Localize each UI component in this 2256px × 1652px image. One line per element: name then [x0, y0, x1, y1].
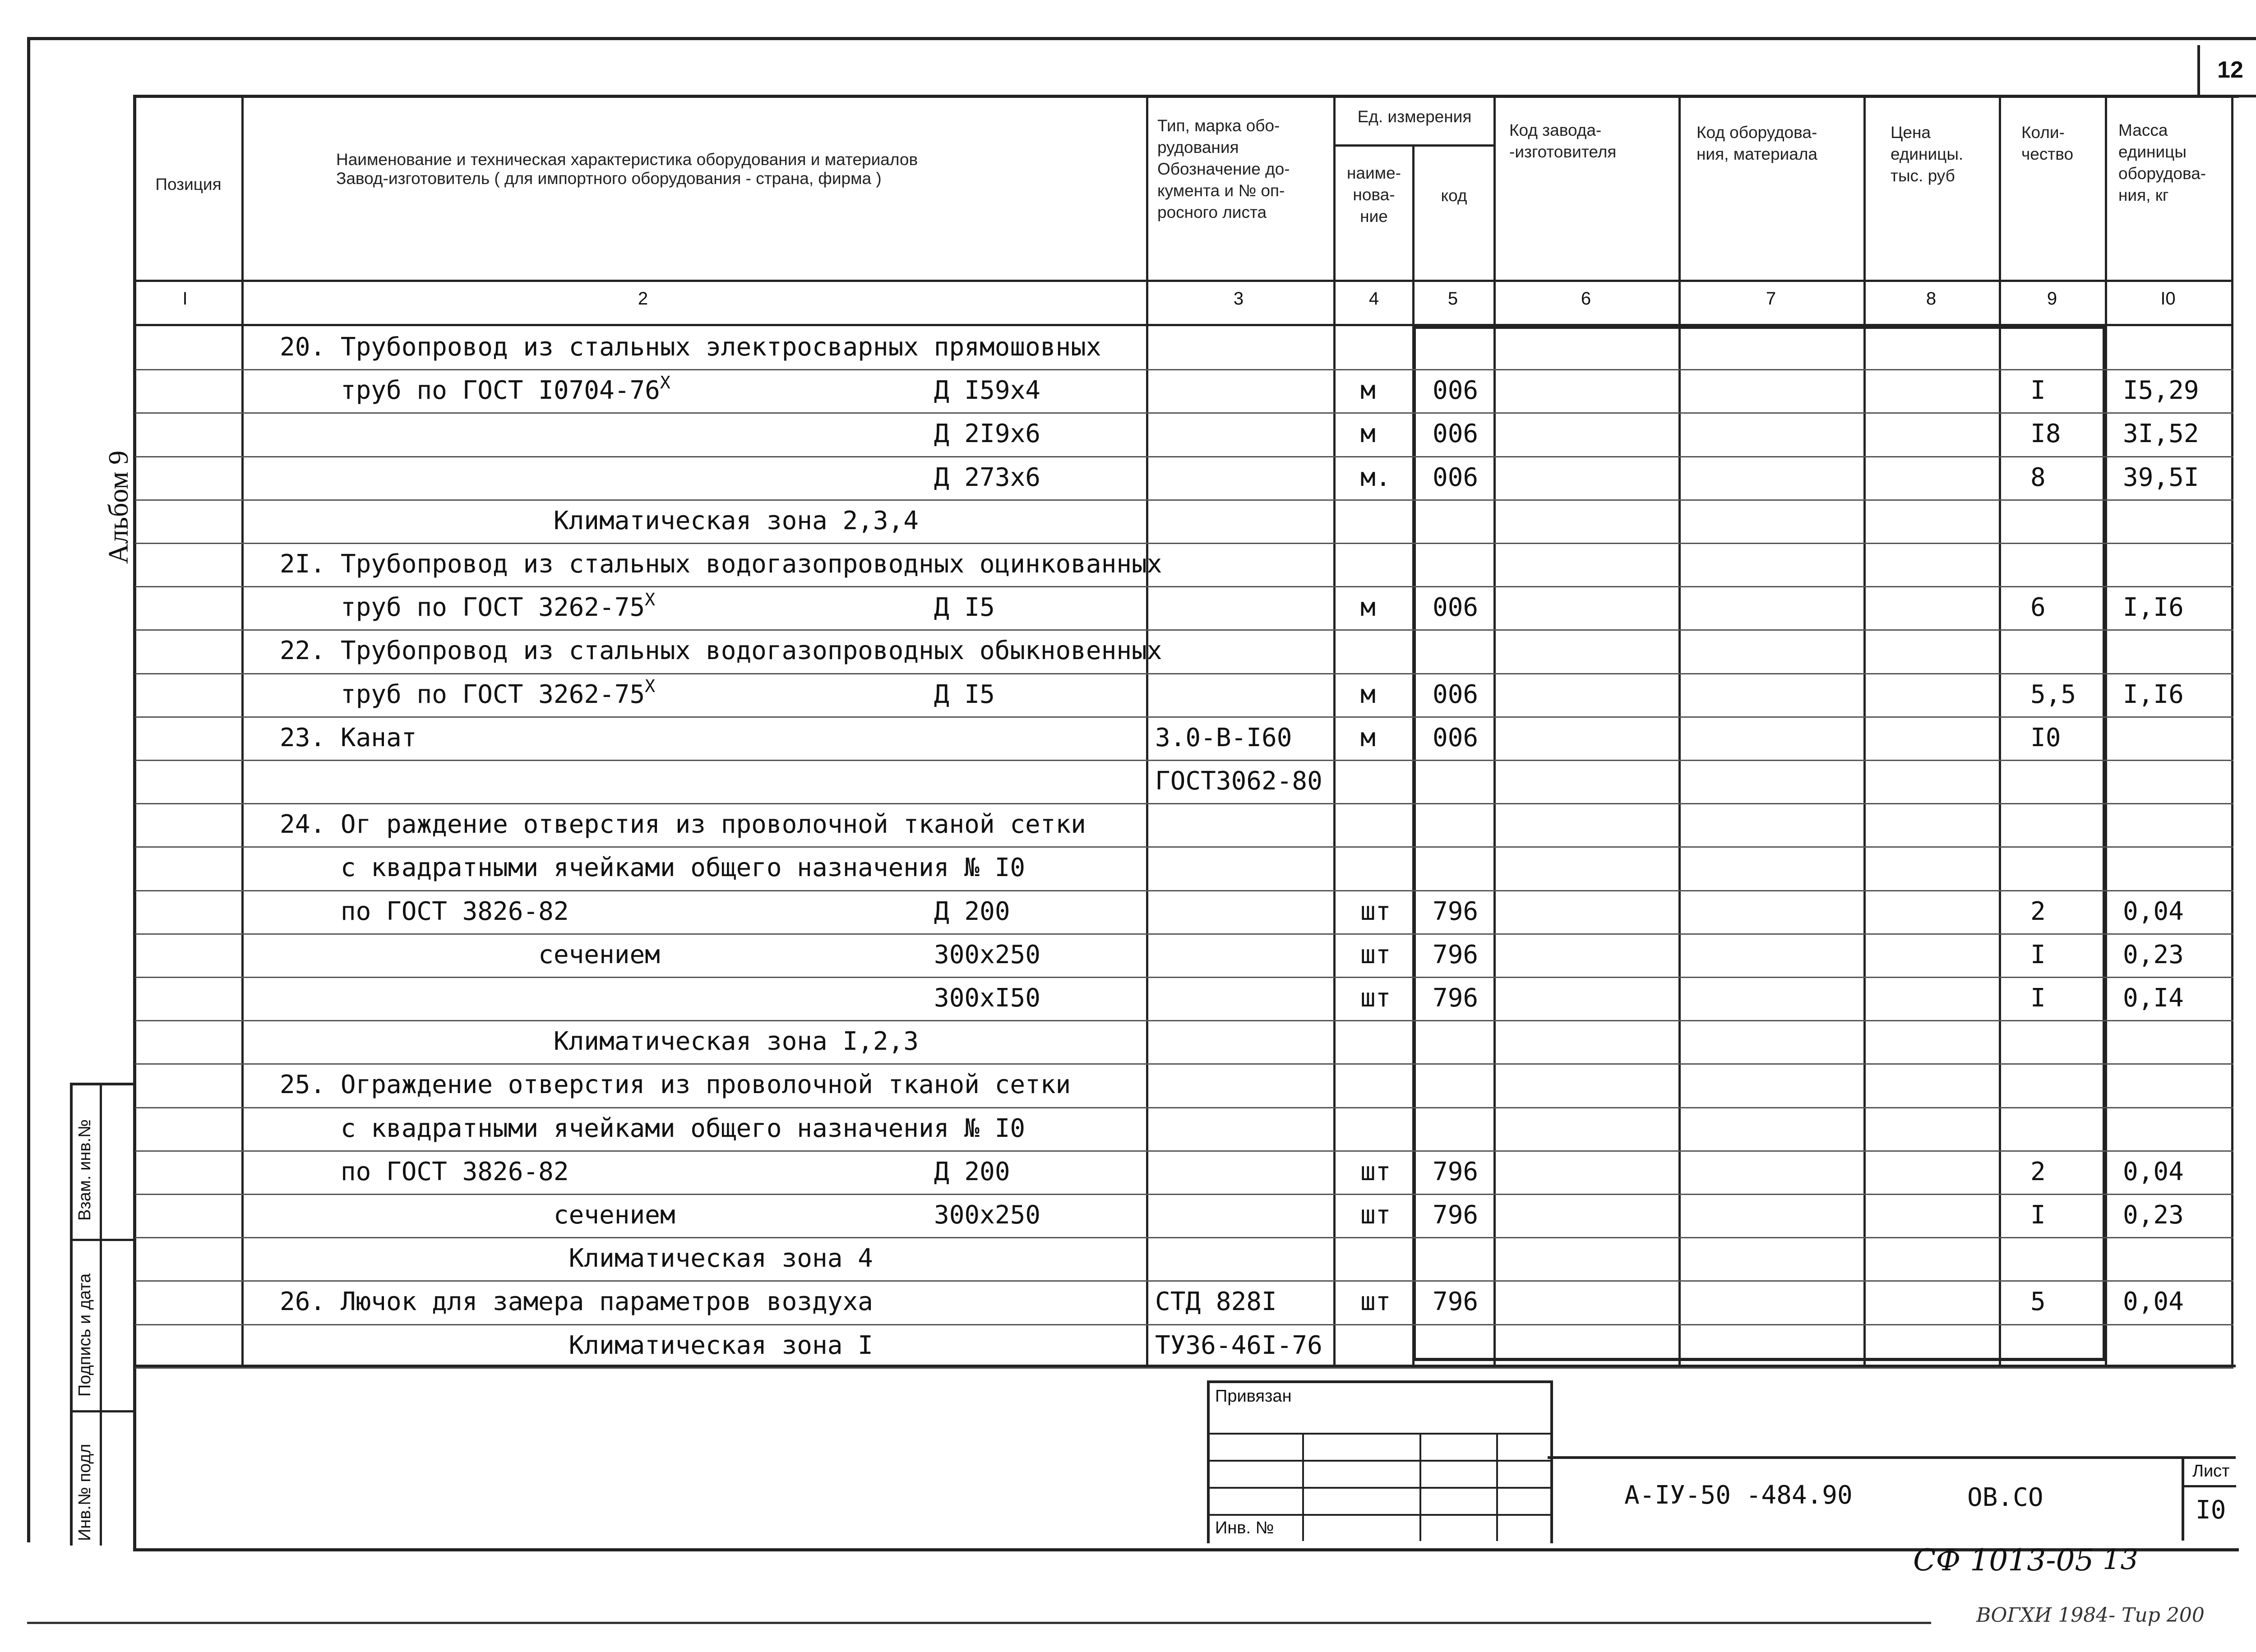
col-line-2 [1146, 95, 1148, 1367]
row-divider [135, 1063, 2233, 1065]
col-line-1 [241, 95, 244, 1367]
colnum-2: 2 [638, 289, 648, 309]
row-unit: м. [1360, 462, 1391, 492]
header-price: Цена единицы. тыс. руб [1891, 123, 1964, 185]
row-mass: I5,29 [2123, 376, 2199, 406]
row-name: 23. Канат [280, 723, 417, 752]
inv-no-label: Инв. № [1215, 1518, 1274, 1537]
attached-block [1207, 1380, 1553, 1543]
header-unit-code: код [1441, 186, 1467, 205]
archive-code: СФ 1013-05 [1913, 1543, 2094, 1578]
row-code: 796 [1433, 940, 1479, 969]
unit-sub-line [1333, 144, 1493, 147]
row-unit: м [1360, 679, 1376, 709]
row-code: 006 [1433, 462, 1479, 492]
row-divider [135, 1237, 2233, 1238]
row-divider [135, 499, 2233, 501]
row-unit: шт [1360, 1200, 1391, 1230]
row-unit: шт [1360, 940, 1391, 969]
row-mass: 0,I4 [2123, 983, 2184, 1013]
row-size: 300х250 [934, 1200, 1041, 1230]
row-code: 796 [1433, 1287, 1479, 1317]
row-doc: ТУ36-46I-76 [1155, 1330, 1322, 1360]
colnum-bottom-line [133, 324, 2233, 326]
colnum-9: 9 [2047, 289, 2057, 309]
header-unit: Ед. измерения [1357, 107, 1472, 126]
row-qty: I8 [2030, 419, 2061, 449]
row-divider [135, 629, 2233, 631]
row-code: 796 [1433, 896, 1479, 926]
row-code: 796 [1433, 983, 1479, 1013]
row-qty: 2 [2030, 1157, 2046, 1186]
row-divider [135, 760, 2233, 761]
row-size: Д 200 [934, 896, 1010, 926]
row-qty: 8 [2030, 462, 2046, 492]
row-divider [135, 1150, 2233, 1152]
header-unit-name: наиме- нова- ние [1346, 164, 1401, 226]
col-line-3 [1333, 95, 1336, 1367]
colnum-5: 5 [1447, 289, 1458, 309]
album-label: Альбом 9 [103, 450, 134, 564]
row-qty: I [2030, 376, 2046, 406]
row-unit: шт [1360, 896, 1391, 926]
row-divider [135, 1107, 2233, 1108]
row-name: по ГОСТ 3826-82 [280, 1157, 569, 1186]
colnum-6: 6 [1581, 289, 1591, 309]
row-name: сечением [280, 1200, 675, 1230]
row-qty: I [2030, 1200, 2046, 1230]
heavy-left [1412, 325, 1416, 1358]
heavy-bottom [1412, 1358, 2105, 1361]
row-size: Д 2I9х6 [934, 419, 1041, 449]
row-name: 24. Ог раждение отверстия из проволочной тканой сетки [280, 810, 1086, 840]
row-divider [135, 803, 2233, 804]
row-divider [135, 1280, 2233, 1282]
row-name: 22. Трубопровод из стальных водогазопроводных обыкновенных [280, 636, 1162, 666]
row-qty: 5,5 [2030, 679, 2076, 709]
stamp-inv-original: Инв.№ подл [75, 1444, 94, 1541]
row-name: Климатическая зона 4 [280, 1244, 873, 1274]
sheet-number: I0 [2196, 1495, 2226, 1525]
row-mass: 0,04 [2123, 896, 2184, 926]
doc-code: А-IУ-50 -484.90 [1624, 1481, 1853, 1510]
row-doc: ГОСТ3062-80 [1155, 766, 1322, 796]
row-name-superscript: X [645, 676, 656, 696]
row-qty: 5 [2030, 1287, 2046, 1317]
row-name: 25. Ограждение отверстия из проволочной тканой сетки [280, 1070, 1071, 1100]
row-qty: I [2030, 940, 2046, 969]
heavy-top [1412, 326, 2105, 329]
row-code: 796 [1433, 1157, 1479, 1186]
sheet-box [2182, 1457, 2236, 1541]
sheet-corner-number: 12 [2197, 45, 2256, 97]
row-mass: 0,23 [2123, 940, 2184, 969]
row-qty: 6 [2030, 593, 2046, 623]
colnum-1: I [182, 289, 188, 309]
row-size: Д 200 [934, 1157, 1010, 1186]
row-code: 006 [1433, 679, 1479, 709]
row-mass: 39,5I [2123, 462, 2199, 492]
row-divider [135, 890, 2233, 891]
row-divider [135, 586, 2233, 587]
colnum-7: 7 [1766, 289, 1776, 309]
row-name-superscript: X [660, 372, 670, 392]
bottom-note: ВОГХИ 1984- Тир 200 [1976, 1604, 2205, 1627]
header-qty: Коли- чество [2021, 123, 2074, 163]
stamp-signature-date: Подпись и дата [75, 1273, 94, 1397]
row-divider [135, 1324, 2233, 1325]
row-qty: I [2030, 983, 2046, 1013]
col-line-7 [1863, 95, 1866, 1367]
header-position: Позиция [155, 175, 222, 194]
row-unit: шт [1360, 983, 1391, 1013]
row-unit: м [1360, 593, 1376, 623]
row-name-superscript: X [645, 589, 656, 609]
row-doc: 3.0-В-I60 [1155, 723, 1292, 752]
header-equipment-code: Код оборудова- ния, материала [1697, 123, 1817, 163]
row-size: Д I59х4 [934, 376, 1041, 406]
row-size: 300х250 [934, 940, 1041, 969]
row-size: 300хI50 [934, 983, 1041, 1013]
row-name: 26. Лючок для замера параметров воздуха [280, 1287, 873, 1317]
row-name: Климатическая зона I,2,3 [280, 1027, 919, 1057]
header-name-line1: Наименование и техническая характеристика оборудования и материалов [336, 150, 918, 169]
row-divider [135, 543, 2233, 544]
row-name: Климатическая зона 2,3,4 [280, 506, 919, 535]
row-divider [135, 369, 2233, 370]
row-name: 2I. Трубопровод из стальных водогазопроводных оцинкованных [280, 549, 1162, 579]
row-unit: м [1360, 723, 1376, 752]
col-line-5 [1493, 95, 1496, 1367]
row-divider [135, 846, 2233, 848]
doc-mark: ОВ.СО [1967, 1483, 2043, 1512]
colnum-10: I0 [2160, 289, 2176, 309]
row-code: 006 [1433, 723, 1479, 752]
row-qty: I0 [2030, 723, 2061, 752]
row-mass: 0,04 [2123, 1157, 2184, 1186]
row-unit: м [1360, 419, 1376, 449]
row-name: с квадратными ячейками общего назначения № I0 [280, 853, 1026, 883]
row-unit: м [1360, 376, 1376, 406]
row-code: 006 [1433, 419, 1479, 449]
header-name-line2: Завод-изготовитель ( для импортного оборудования - страна, фирма ) [336, 169, 882, 188]
row-divider [135, 673, 2233, 674]
col-line-6 [1678, 95, 1681, 1367]
colnum-8: 8 [1926, 289, 1937, 309]
colnum-4: 4 [1368, 289, 1379, 309]
row-name: труб по ГОСТ $3262-75^X$ [280, 589, 656, 623]
row-unit: шт [1360, 1287, 1391, 1317]
row-size: Д I5 [934, 593, 995, 623]
row-mass: I,I6 [2123, 593, 2184, 623]
row-mass: I,I6 [2123, 679, 2184, 709]
row-divider [135, 716, 2233, 718]
row-code: 006 [1433, 593, 1479, 623]
row-name: по ГОСТ 3826-82 [280, 896, 569, 926]
heavy-right [2103, 325, 2106, 1358]
col-line-8 [1999, 95, 2001, 1367]
row-code: 796 [1433, 1200, 1479, 1230]
sheet-label: Лист [2192, 1462, 2230, 1481]
row-name: сечением [280, 940, 660, 969]
archive-page: 13 [2103, 1543, 2138, 1576]
row-qty: 2 [2030, 896, 2046, 926]
stamp-replace-inv: Взам. инв.№ [75, 1119, 94, 1221]
row-size: Д 273х6 [934, 462, 1041, 492]
row-name: 20. Трубопровод из стальных электросварных прямошовных [280, 332, 1101, 362]
row-mass: 0,04 [2123, 1287, 2184, 1317]
row-name: труб по ГОСТ $3262-75^X$ [280, 676, 656, 709]
col-line-10 [2231, 95, 2233, 1367]
header-factory-code: Код завода- -изготовителя [1509, 121, 1617, 161]
row-name: с квадратными ячейками общего назначения № I0 [280, 1113, 1026, 1143]
row-name: Климатическая зона I [280, 1330, 873, 1360]
attached-label: Привязан [1215, 1387, 1292, 1406]
row-divider [135, 933, 2233, 935]
row-mass: 3I,52 [2123, 419, 2199, 449]
bottom-rule [27, 1622, 1931, 1624]
row-divider [135, 456, 2233, 457]
side-stamp [70, 1083, 136, 1546]
row-code: 006 [1433, 376, 1479, 406]
row-doc: СТД 828I [1155, 1287, 1277, 1317]
row-divider [135, 412, 2233, 414]
row-name: труб по ГОСТ $I0704-76^X$ [280, 372, 670, 406]
header-mass: Масса единицы оборудова- ния, кг [2118, 121, 2206, 204]
row-mass: 0,23 [2123, 1200, 2184, 1230]
row-unit: шт [1360, 1157, 1391, 1186]
header-type: Тип, марка обо- рудования Обозначение до- кумента и № оп- росного листа [1157, 116, 1290, 221]
row-divider [135, 977, 2233, 978]
row-divider [135, 1020, 2233, 1021]
row-divider [135, 1194, 2233, 1195]
colnum-3: 3 [1233, 289, 1244, 309]
row-size: Д I5 [934, 679, 995, 709]
header-bottom-line [133, 280, 2233, 282]
